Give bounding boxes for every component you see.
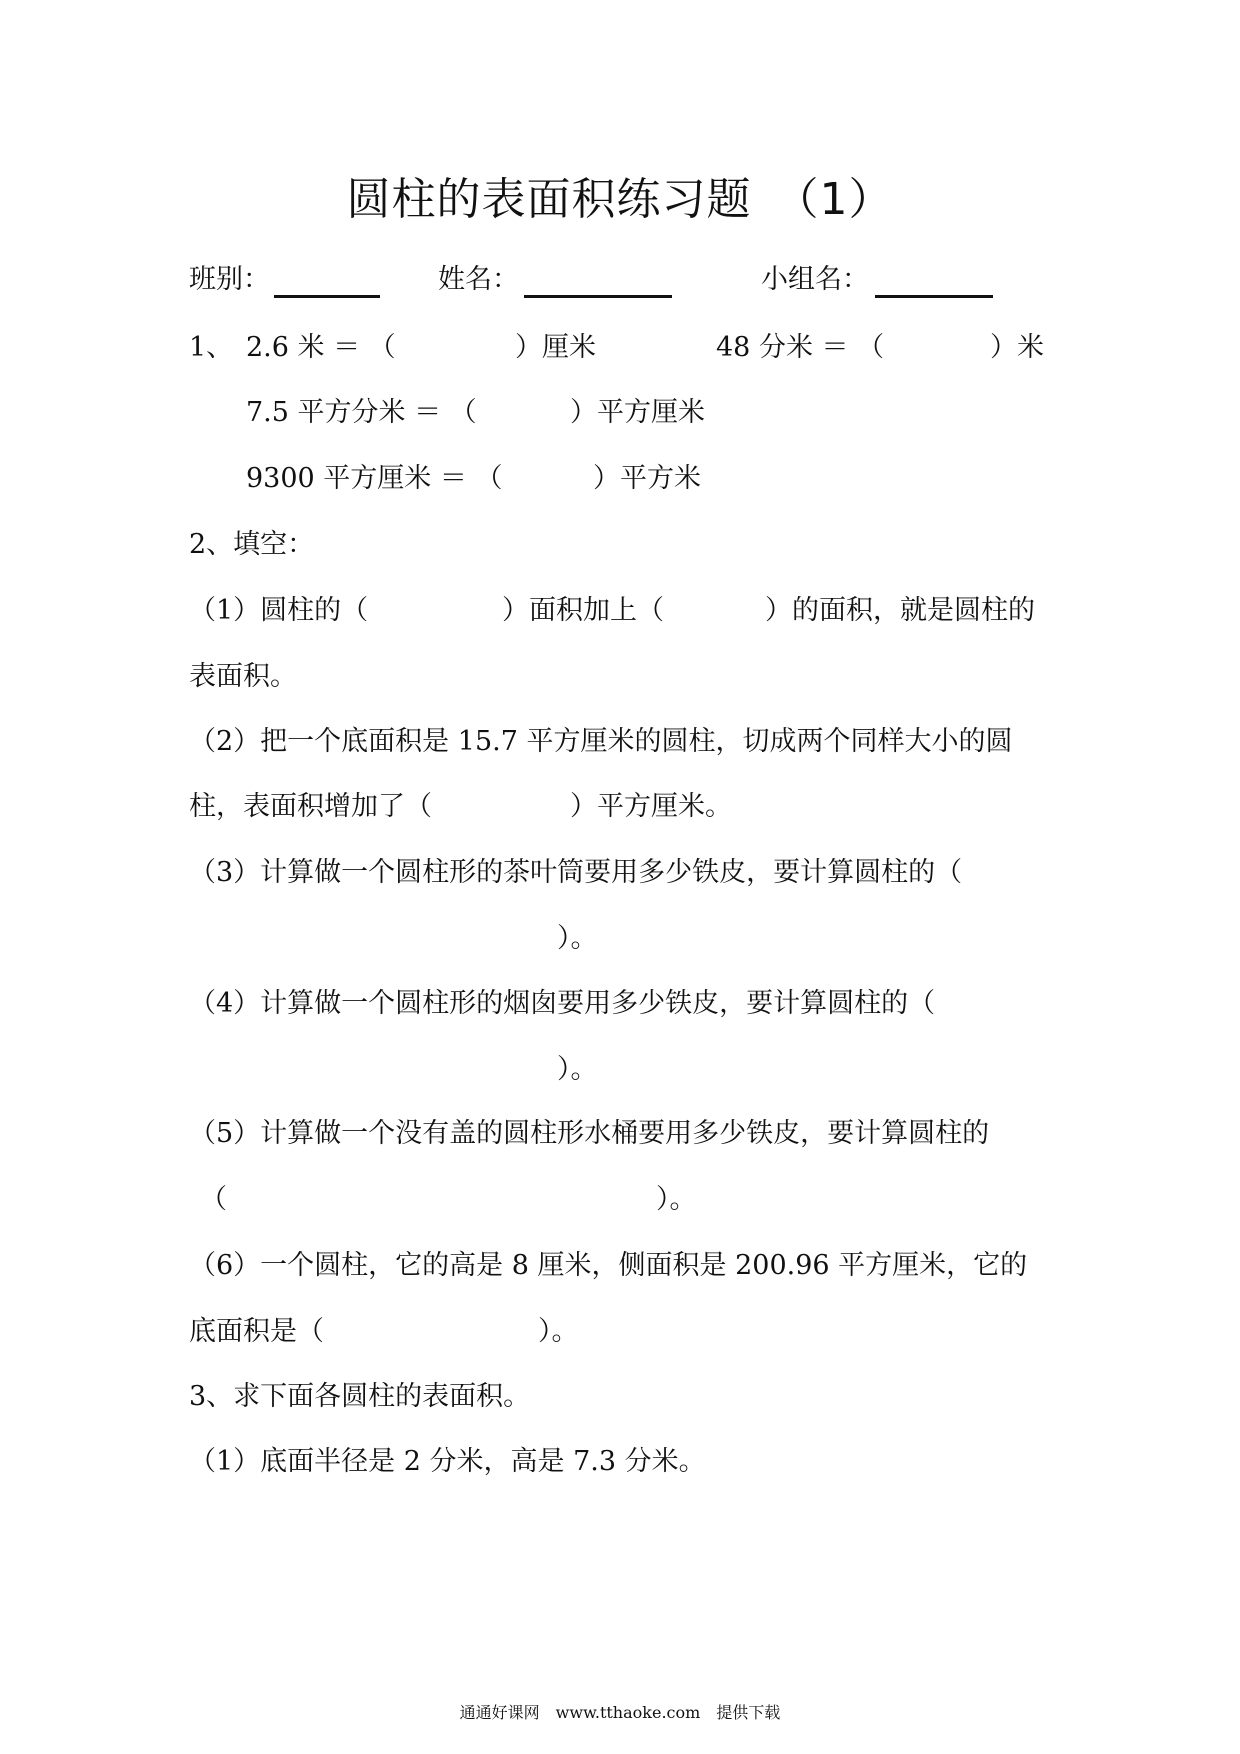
name-blank-line[interactable] [524, 294, 672, 298]
q2-2-line-2a: 柱，表面积增加了（ [189, 791, 432, 822]
q2-5-line-1: （5）计算做一个没有盖的圆柱形水桶要用多少铁皮，要计算圆柱的 [189, 1118, 990, 1149]
q2-5-line-2a: （ [200, 1184, 227, 1215]
q2-3-line-1: （3）计算做一个圆柱形的茶叶筒要用多少铁皮，要计算圆柱的（ [189, 857, 963, 888]
q2-2-line-1: （2）把一个底面积是 15.7 平方厘米的圆柱，切成两个同样大小的圆 [189, 726, 1013, 757]
page-title: 圆柱的表面积练习题 （1） [346, 174, 894, 225]
q2-1-part-b: ）面积加上（ [502, 595, 664, 626]
q1-a-left: 2.6 米 ＝ （ [246, 332, 396, 363]
group-blank-line[interactable] [875, 294, 993, 298]
name-label: 姓名： [438, 264, 519, 295]
q2-6-line-1: （6）一个圆柱，它的高是 8 厘米，侧面积是 200.96 平方厘米，它的 [189, 1250, 1028, 1281]
q2-5-line-2b: ）。 [656, 1184, 697, 1215]
q3-1: （1）底面半径是 2 分米，高是 7.3 分米。 [189, 1446, 706, 1477]
q2-3-line-2: ）。 [557, 923, 598, 954]
q3-heading: 3、求下面各圆柱的表面积。 [189, 1381, 531, 1412]
q1-d-right: ）平方米 [593, 463, 701, 494]
q2-1-part-c: ）的面积，就是圆柱的 [765, 595, 1035, 626]
q1-b-right: ）米 [990, 332, 1044, 363]
q1-c-left: 7.5 平方分米 ＝ （ [246, 397, 477, 428]
q2-2-line-2b: ）平方厘米。 [570, 791, 732, 822]
q2-4-line-2: ）。 [557, 1054, 598, 1085]
class-label: 班别： [189, 264, 270, 295]
q1-d-left: 9300 平方厘米 ＝ （ [246, 463, 503, 494]
q2-1-part-d: 表面积。 [189, 661, 297, 692]
q2-heading: 2、填空： [189, 529, 315, 560]
group-label: 小组名： [761, 264, 869, 295]
q1-number: 1、 [189, 332, 234, 363]
q1-a-right: ）厘米 [515, 332, 596, 363]
q2-6-line-2a: 底面积是（ [189, 1316, 324, 1347]
q1-b-left: 48 分米 ＝ （ [716, 332, 885, 363]
q1-c-right: ）平方厘米 [570, 397, 705, 428]
q2-4-line-1: （4）计算做一个圆柱形的烟囱要用多少铁皮，要计算圆柱的（ [189, 988, 936, 1019]
q2-6-line-2b: ）。 [538, 1316, 579, 1347]
footer-credit: 通通好课网 www.tthaoke.com 提供下载 [459, 1703, 781, 1722]
q2-1-part-a: （1）圆柱的（ [189, 595, 369, 626]
class-blank-line[interactable] [274, 294, 380, 298]
